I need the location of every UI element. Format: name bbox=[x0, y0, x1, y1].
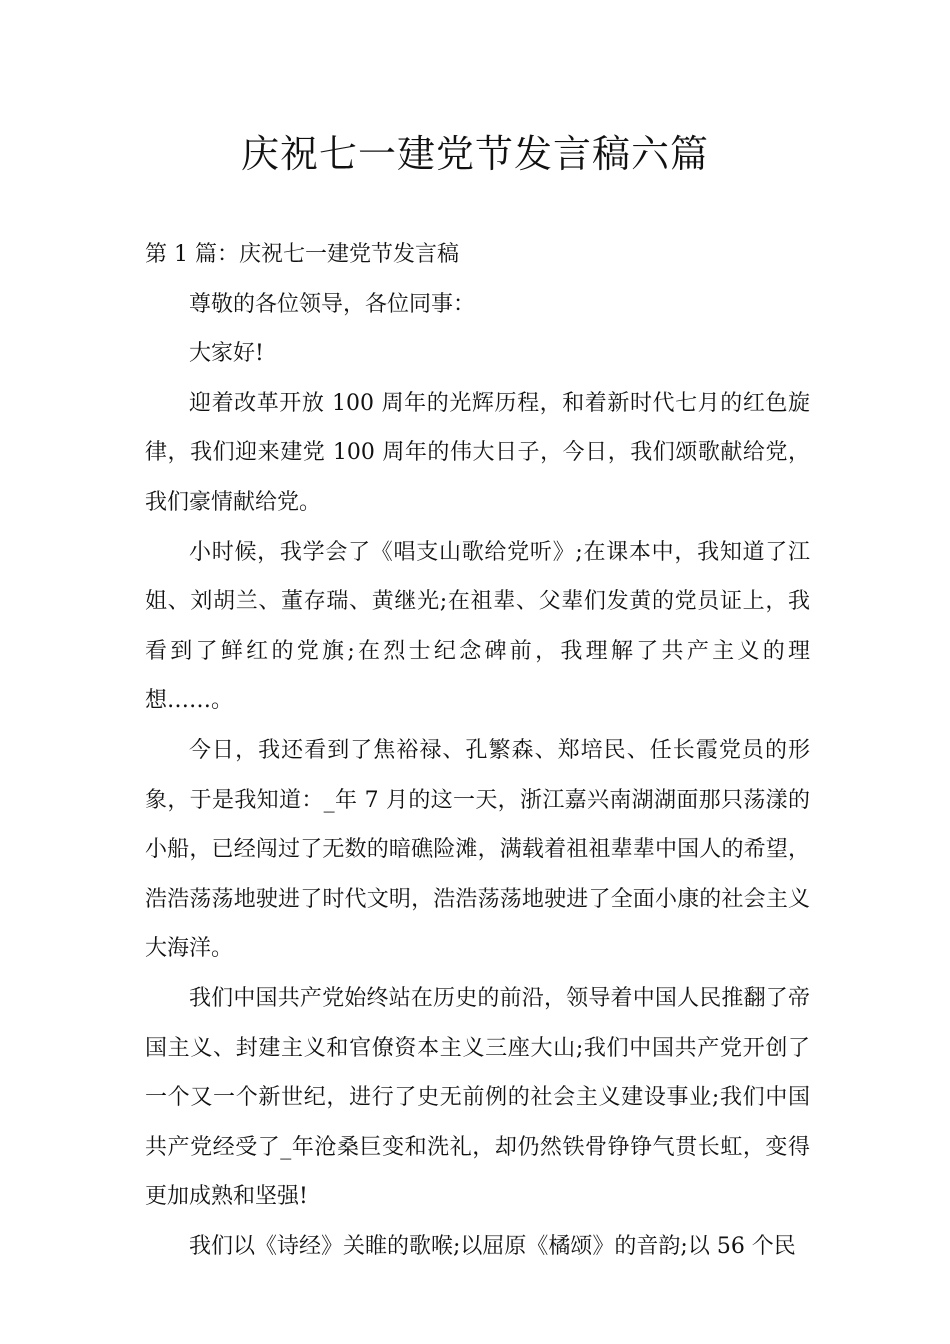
paragraph: 今日，我还看到了焦裕禄、孔繁森、郑培民、任长霞党员的形象，于是我知道：_年 7 月的这一天，浙江嘉兴南湖湖面那只荡漾的小船，已经闯过了无数的暗礁险滩，满载着祖祖辈辈中国人的希望，浩浩荡荡地驶进了时代文明，浩浩荡荡地驶进了全面小康的社会主义大海洋。 bbox=[145, 737, 810, 962]
document-title: 庆祝七一建党节发言稿六篇 bbox=[240, 132, 709, 176]
paragraph: 迎着改革开放 100 周年的光辉历程，和着新时代七月的红色旋律，我们迎来建党 100 周年的伟大日子，今日，我们颂歌献给党，我们豪情献给党。 bbox=[145, 390, 810, 515]
document-body bbox=[145, 230, 810, 1271]
section-heading: 第 1 篇：庆祝七一建党节发言稿 bbox=[145, 242, 459, 267]
paragraph: 我们中国共产党始终站在历史的前沿，领导着中国人民推翻了帝国主义、封建主义和官僚资本主义三座大山;我们中国共产党开创了一个又一个新世纪，进行了史无前例的社会主义建设事业;我们中国共产党经受了_年沧桑巨变和洗礼，却仍然铁骨铮铮气贯长虹，变得更加成熟和坚强! bbox=[145, 985, 810, 1210]
paragraph-salutation: 尊敬的各位领导，各位同事： bbox=[189, 291, 476, 317]
paragraph-greeting: 大家好! bbox=[189, 341, 264, 367]
paragraph: 我们以《诗经》关睢的歌喉;以屈原《橘颂》的音韵;以 56 个民 bbox=[189, 1233, 796, 1259]
paragraph: 小时候，我学会了《唱支山歌给党听》;在课本中，我知道了江姐、刘胡兰、董存瑞、黄继光;在祖辈、父辈们发黄的党员证上，我看到了鲜红的党旗;在烈士纪念碑前，我理解了共产主义的理想……。 bbox=[145, 539, 810, 714]
